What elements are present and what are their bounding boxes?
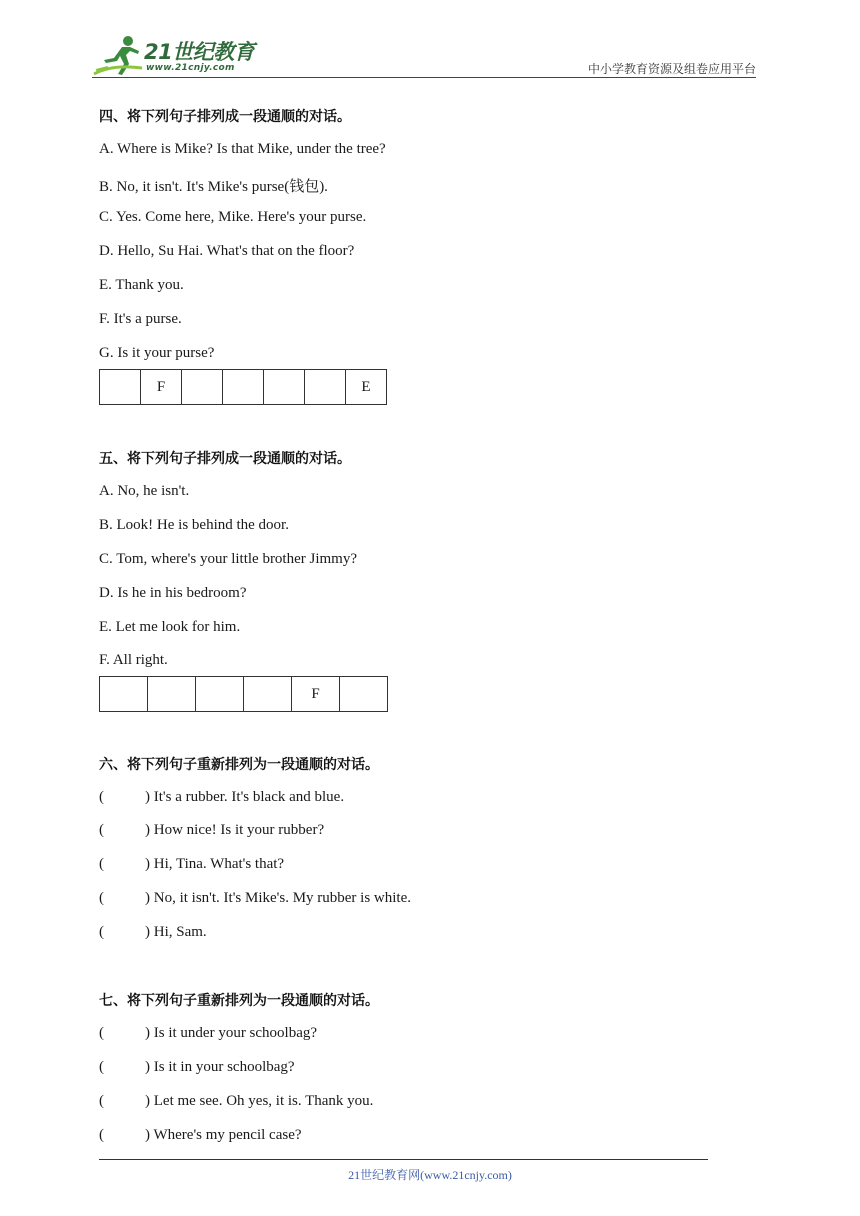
section-4-line-c: C. Yes. Come here, Mike. Here's your purse. [99, 209, 367, 225]
answer-cell[interactable] [196, 677, 244, 712]
section-6-line: ( ) Hi, Sam. [99, 924, 207, 940]
section-5-line-a: A. No, he isn't. [99, 483, 190, 499]
answer-blank[interactable]: ( [99, 924, 104, 940]
section-5-line-e: E. Let me look for him. [99, 619, 241, 635]
footer-link[interactable]: 21世纪教育网(www.21cnjy.com) [348, 1168, 512, 1182]
section-7-line: ( ) Is it in your schoolbag? [99, 1059, 295, 1075]
section-5-line-f: F. All right. [99, 652, 168, 668]
answer-blank[interactable]: ( [99, 1127, 104, 1143]
answer-cell[interactable]: E [346, 370, 387, 405]
section-4-line-g: G. Is it your purse? [99, 345, 215, 361]
answer-cell[interactable] [340, 677, 388, 712]
section-6-line: ( ) Hi, Tina. What's that? [99, 856, 285, 872]
section-6-line: ( ) How nice! Is it your rubber? [99, 822, 325, 838]
section-7-line: ( ) Where's my pencil case? [99, 1127, 302, 1143]
answer-cell[interactable] [148, 677, 196, 712]
section-5-title: 五、将下列句子排列成一段通顺的对话。 [99, 451, 351, 467]
runner-logo-icon [92, 34, 144, 76]
section-5-answer-grid [99, 676, 388, 712]
section-6-title: 六、将下列句子重新排列为一段通顺的对话。 [99, 757, 379, 773]
answer-cell[interactable] [182, 370, 223, 405]
answer-cell[interactable] [244, 677, 292, 712]
footer-divider [99, 1159, 708, 1160]
section-7-title: 七、将下列句子重新排列为一段通顺的对话。 [99, 993, 379, 1009]
platform-name: 中小学教育资源及组卷应用平台 [587, 62, 756, 76]
answer-blank[interactable]: ( [99, 1093, 104, 1109]
page-header [92, 34, 756, 78]
section-6-line: ( ) No, it isn't. It's Mike's. My rubber is white. [99, 890, 412, 906]
section-4-answer-grid [99, 369, 387, 405]
site-logo [92, 34, 262, 76]
answer-cell[interactable] [264, 370, 305, 405]
section-5-line-b: B. Look! He is behind the door. [99, 517, 289, 533]
section-4-line-a: A. Where is Mike? Is that Mike, under the tree? [99, 141, 386, 157]
section-4-line-b: B. No, it isn't. It's Mike's purse(钱包). [99, 179, 328, 195]
section-4-title: 四、将下列句子排列成一段通顺的对话。 [99, 109, 351, 125]
section-7-line: ( ) Let me see. Oh yes, it is. Thank you. [99, 1093, 374, 1109]
section-4-line-f: F. It's a purse. [99, 311, 182, 327]
section-5-line-d: D. Is he in his bedroom? [99, 585, 247, 601]
answer-cell[interactable] [223, 370, 264, 405]
answer-blank[interactable]: ( [99, 822, 104, 838]
section-6-line: ( ) It's a rubber. It's black and blue. [99, 789, 345, 805]
answer-blank[interactable]: ( [99, 856, 104, 872]
logo-text: 21世纪教育 [144, 40, 255, 64]
answer-cell[interactable] [100, 370, 141, 405]
logo-url: www.21cnjy.com [146, 63, 235, 73]
answer-cell[interactable]: F [141, 370, 182, 405]
section-7-line: ( ) Is it under your schoolbag? [99, 1025, 318, 1041]
answer-cell[interactable] [305, 370, 346, 405]
header-divider [92, 77, 756, 78]
section-4-line-e: E. Thank you. [99, 277, 184, 293]
answer-cell[interactable] [100, 677, 148, 712]
answer-blank[interactable]: ( [99, 1059, 104, 1075]
answer-blank[interactable]: ( [99, 1025, 104, 1041]
answer-cell[interactable]: F [292, 677, 340, 712]
answer-blank[interactable]: ( [99, 890, 104, 906]
section-4-line-d: D. Hello, Su Hai. What's that on the floor? [99, 243, 355, 259]
section-5-line-c: C. Tom, where's your little brother Jimmy? [99, 551, 358, 567]
answer-blank[interactable]: ( [99, 789, 104, 805]
